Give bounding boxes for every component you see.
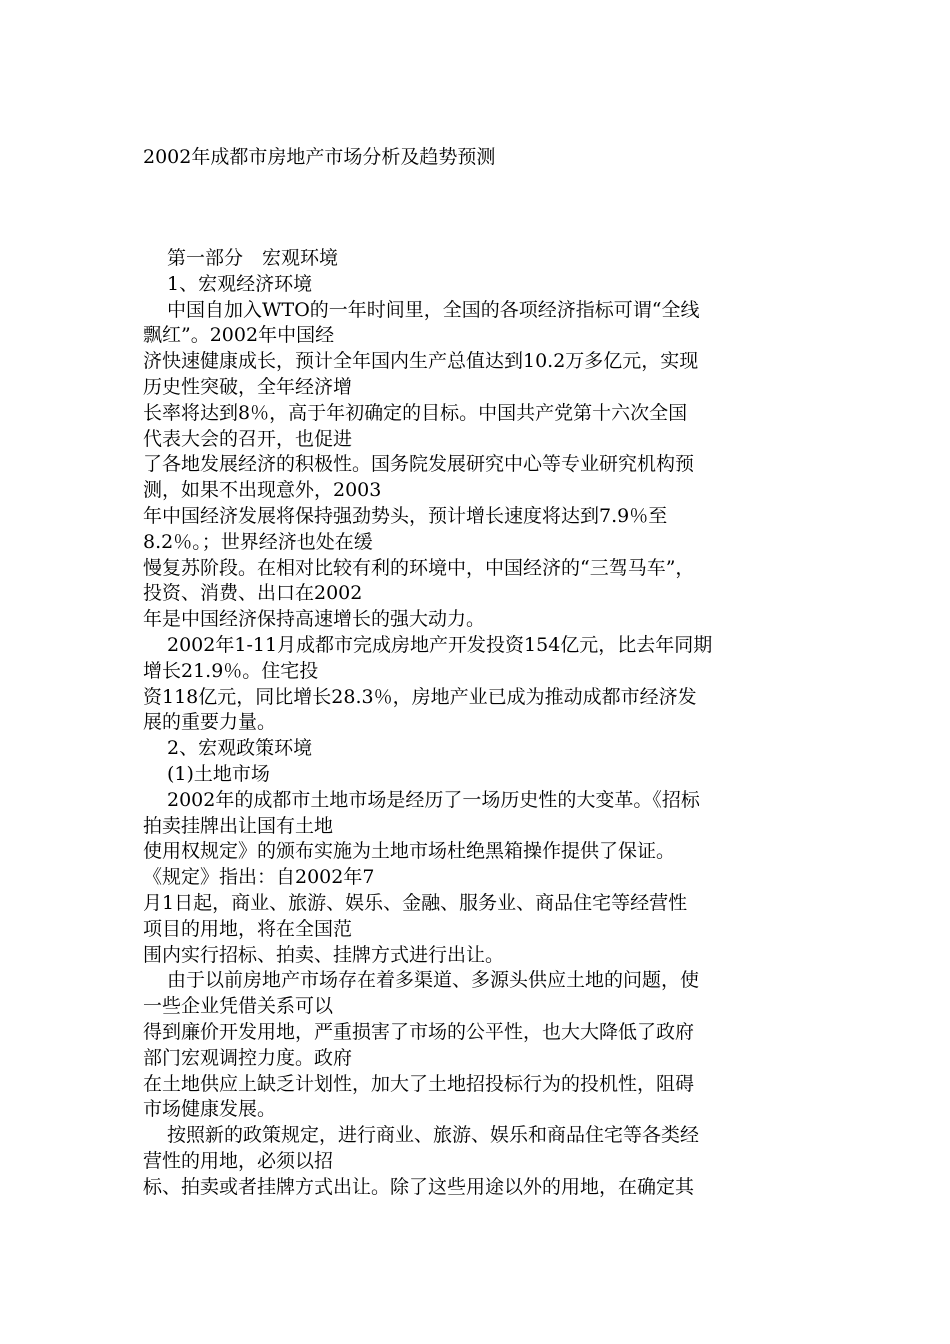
text-line: 《规定》指出：自2002年7 — [143, 866, 375, 889]
text-line: 长率将达到8％，高于年初确定的目标。中国共产党第十六次全国 — [143, 401, 688, 424]
text-line: 1、宏观经济环境 — [167, 272, 313, 295]
text-line: 投资、消费、出口在2002 — [143, 582, 363, 605]
text-line: 了各地发展经济的积极性。国务院发展研究中心等专业研究机构预 — [143, 453, 695, 476]
text-line: 2002年的成都市土地市场是经历了一场历史性的大变革。《招标 — [167, 788, 700, 811]
text-line: 部门宏观调控力度。政府 — [143, 1046, 353, 1069]
text-line: 8.2％。；世界经济也处在缓 — [143, 530, 373, 553]
text-line: 年是中国经济保持高速增长的强大动力。 — [143, 608, 486, 631]
text-line: 慢复苏阶段。在相对比较有利的环境中，中国经济的“三驾马车”， — [143, 556, 695, 579]
text-line: 标、拍卖或者挂牌方式出让。除了这些用途以外的用地，在确定其 — [143, 1175, 695, 1198]
text-line: 项目的用地，将在全国范 — [143, 917, 353, 940]
text-line: 历史性突破，全年经济增 — [143, 375, 353, 398]
text-line: 第一部分 宏观环境 — [167, 247, 339, 269]
text-line: 增长21.9％。住宅投 — [143, 659, 319, 682]
text-line: 2002年1-11月成都市完成房地产开发投资154亿元，比去年同期 — [167, 633, 713, 656]
text-line: 资118亿元，同比增长28.3％，房地产业已成为推动成都市经济发 — [143, 685, 697, 708]
text-line: 代表大会的召开，也促进 — [143, 427, 353, 450]
text-line: 市场健康发展。 — [143, 1098, 277, 1121]
text-line: 由于以前房地产市场存在着多渠道、多源头供应土地的问题，使 — [167, 969, 700, 992]
text-line: 测，如果不出现意外，2003 — [143, 479, 382, 502]
text-line: 飘红”。2002年中国经 — [143, 324, 335, 347]
text-line: 得到廉价开发用地，严重损害了市场的公平性，也大大降低了政府 — [143, 1020, 695, 1043]
document-title: 2002年成都市房地产市场分析及趋势预测 — [143, 146, 496, 168]
text-line: 月1日起，商业、旅游、娱乐、金融、服务业、商品住宅等经营性 — [143, 891, 688, 914]
text-line: 围内实行招标、拍卖、挂牌方式进行出让。 — [143, 943, 505, 966]
text-line: 一些企业凭借关系可以 — [143, 995, 334, 1018]
text-line: 展的重要力量。 — [143, 711, 277, 734]
text-line: 营性的用地，必须以招 — [143, 1149, 334, 1172]
text-line: 济快速健康成长，预计全年国内生产总值达到10.2万多亿元，实现 — [143, 350, 699, 373]
text-line: 年中国经济发展将保持强劲势头，预计增长速度将达到7.9％至 — [143, 504, 668, 527]
text-line: (1)土地市场 — [167, 762, 270, 785]
text-line: 在土地供应上缺乏计划性，加大了土地招投标行为的投机性，阻碍 — [143, 1072, 695, 1095]
document-body — [143, 246, 813, 1200]
text-line: 按照新的政策规定，进行商业、旅游、娱乐和商品住宅等各类经 — [167, 1124, 700, 1147]
text-line: 拍卖挂牌出让国有土地 — [143, 814, 334, 837]
text-line: 使用权规定》的颁布实施为土地市场杜绝黑箱操作提供了保证。 — [143, 840, 676, 863]
text-line: 2、宏观政策环境 — [167, 737, 313, 760]
text-line: 中国自加入WTO的一年时间里，全国的各项经济指标可谓“全线 — [167, 298, 700, 321]
